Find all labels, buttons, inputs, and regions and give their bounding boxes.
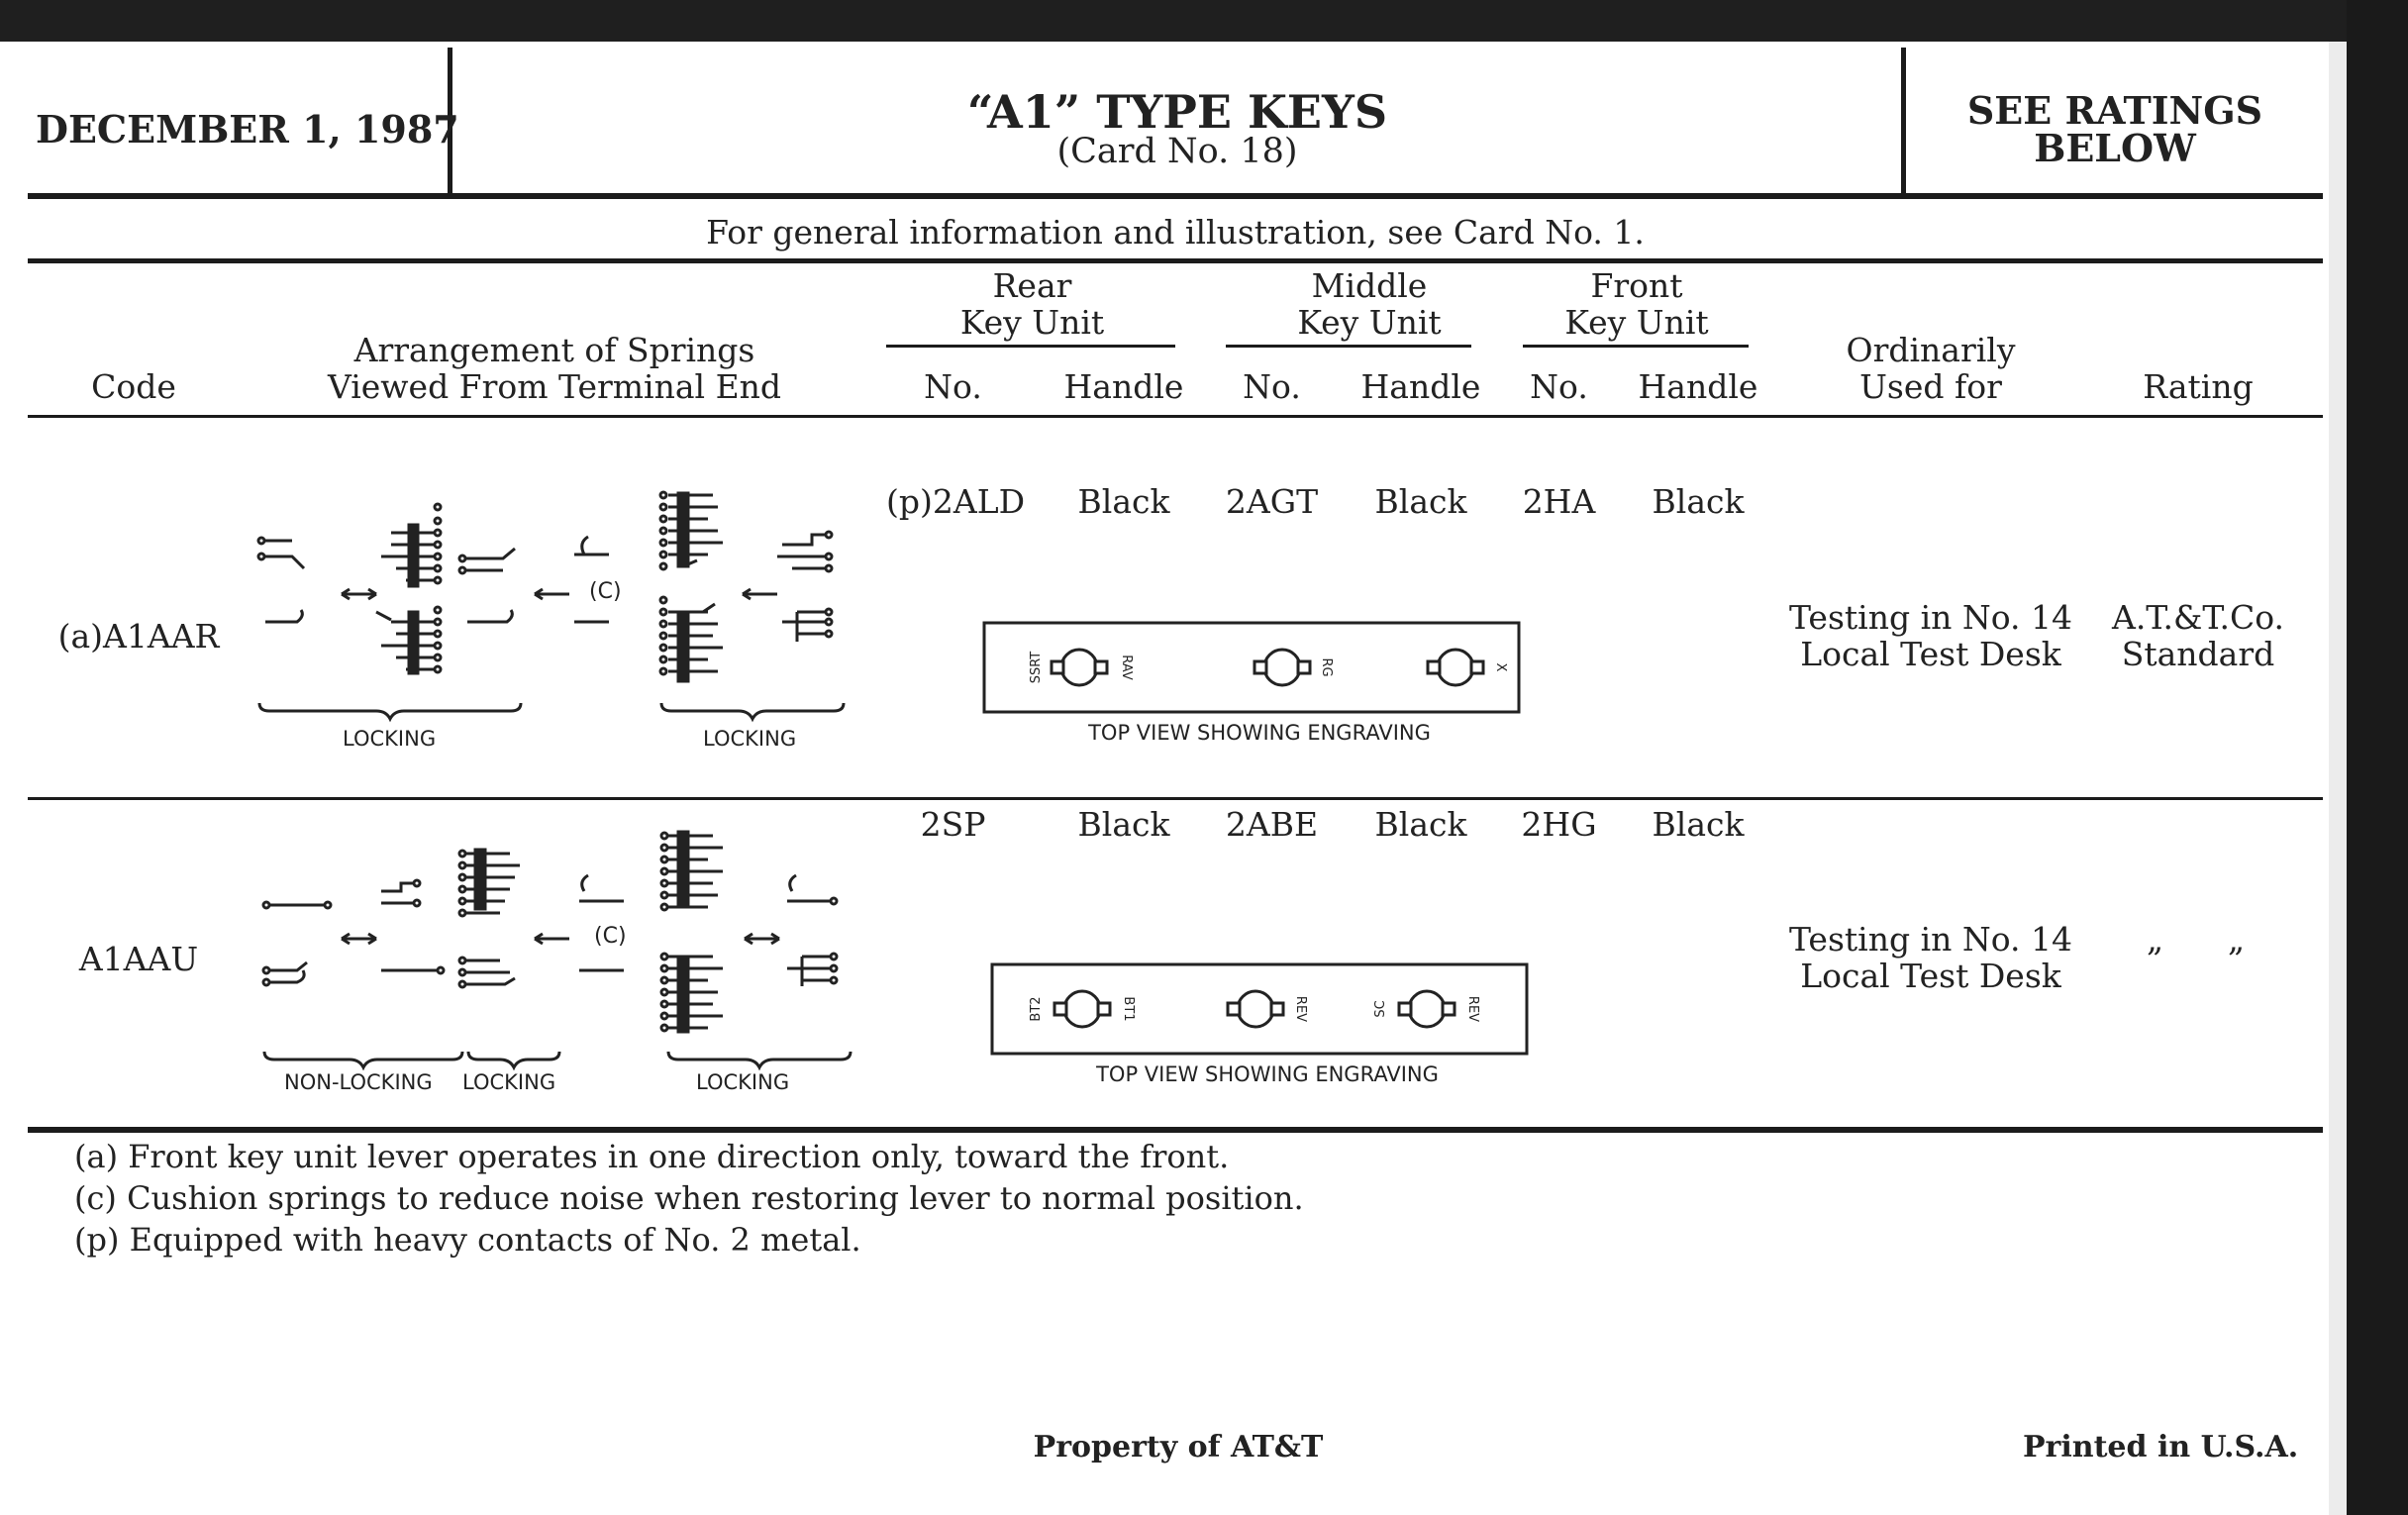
- row1-front-handle: Black: [1652, 482, 1745, 521]
- row2-group-label-2: LOCKING: [462, 1070, 556, 1094]
- row2-spring-diagram: [252, 822, 871, 1099]
- row1-engraving-ssrt: SSRT: [1029, 651, 1044, 684]
- row1-group-label-2: LOCKING: [703, 727, 797, 751]
- row2-engraving-bt1: BT1: [1121, 996, 1136, 1022]
- col-used-line1: Ordinarily: [1846, 331, 2016, 369]
- col-code: Code: [91, 367, 176, 406]
- row2-cushion-label: (C): [594, 924, 627, 949]
- row1-front-no: 2HA: [1522, 482, 1596, 521]
- row1-top-view-caption: TOP VIEW SHOWING ENGRAVING: [1088, 721, 1431, 745]
- row1-rear-handle: Black: [1077, 482, 1170, 521]
- footer-property: Property of AT&T: [1033, 1430, 1324, 1464]
- row1-code: (a)A1AAR: [57, 617, 220, 656]
- row2-middle-no: 2ABE: [1225, 805, 1319, 844]
- row1-middle-handle: Black: [1374, 482, 1467, 521]
- row2-middle-handle: Black: [1374, 805, 1467, 844]
- row-separator: [28, 797, 2323, 800]
- row1-top-view: [980, 619, 1535, 748]
- table-bottom-rule: [28, 1127, 2323, 1133]
- col-arrangement-line1: Arrangement of Springs: [353, 331, 755, 369]
- row2-top-view: [988, 960, 1543, 1089]
- col-rear-no: No.: [924, 367, 982, 406]
- row1-cushion-label: (C): [589, 579, 622, 604]
- col-front-handle: Handle: [1638, 367, 1758, 406]
- row2-group-label-3: LOCKING: [696, 1070, 790, 1094]
- row1-rating-line2: Standard: [2121, 635, 2275, 673]
- row1-spring-diagram: [248, 473, 871, 751]
- col-rating: Rating: [2143, 367, 2254, 406]
- footer-printed: Printed in U.S.A.: [2023, 1430, 2299, 1464]
- col-rear-handle: Handle: [1063, 367, 1184, 406]
- info-rule: [28, 258, 2323, 263]
- row2-used-line2: Local Test Desk: [1800, 957, 2061, 995]
- front-underline: [1523, 345, 1749, 348]
- row2-rear-handle: Black: [1077, 805, 1170, 844]
- row2-engraving-sc: SC: [1373, 1000, 1388, 1018]
- row2-engraving-bt2: BT2: [1029, 996, 1044, 1022]
- row2-group-label-1: NON-LOCKING: [284, 1070, 433, 1094]
- col-front-line2: Key Unit: [1564, 303, 1709, 342]
- row2-used-line1: Testing in No. 14: [1788, 920, 2073, 959]
- column-header-rule: [28, 415, 2323, 418]
- col-arrangement-line2: Viewed From Terminal End: [327, 367, 782, 406]
- header-rule: [28, 193, 2323, 199]
- page-edge: [2329, 42, 2347, 1515]
- col-front-no: No.: [1530, 367, 1588, 406]
- ratings-note-line2: BELOW: [2034, 126, 2196, 170]
- row1-rating-line1: A.T.&T.Co.: [2111, 598, 2285, 637]
- card-date: DECEMBER 1, 1987: [36, 107, 459, 152]
- middle-underline: [1226, 345, 1471, 348]
- col-used-line2: Used for: [1859, 367, 2002, 406]
- row2-top-view-caption: TOP VIEW SHOWING ENGRAVING: [1096, 1062, 1439, 1086]
- header-divider-right: [1901, 48, 1906, 196]
- row1-group-label-1: LOCKING: [343, 727, 437, 751]
- row2-engraving-rev-2: REV: [1465, 995, 1480, 1023]
- row1-used-line2: Local Test Desk: [1800, 635, 2061, 673]
- note-p: (p) Equipped with heavy contacts of No. 2 metal.: [74, 1221, 861, 1259]
- row1-engraving-rav: RAV: [1119, 655, 1134, 680]
- row1-rear-no: (p)2ALD: [886, 482, 1026, 521]
- row1-used-line1: Testing in No. 14: [1788, 598, 2073, 637]
- col-rear-line2: Key Unit: [959, 303, 1105, 342]
- ratings-note-line1: SEE RATINGS: [1966, 88, 2263, 133]
- row2-code: A1AAU: [78, 940, 199, 978]
- row2-front-no: 2HG: [1521, 805, 1597, 844]
- scan-border-top: [0, 0, 2408, 42]
- row1-engraving-rg: RG: [1319, 657, 1334, 677]
- col-front-line1: Front: [1590, 266, 1683, 305]
- col-middle-line1: Middle: [1311, 266, 1428, 305]
- row1-engraving-x: X: [1493, 662, 1508, 672]
- note-c: (c) Cushion springs to reduce noise when restoring lever to normal position.: [74, 1179, 1304, 1217]
- card-subtitle: (Card No. 18): [1056, 132, 1298, 171]
- general-info: For general information and illustration, see Card No. 1.: [706, 213, 1645, 252]
- row2-rating-ditto-2: „: [2228, 920, 2246, 959]
- col-middle-no: No.: [1243, 367, 1301, 406]
- card-title: “A1” TYPE KEYS: [966, 85, 1388, 139]
- col-rear-line1: Rear: [992, 266, 1072, 305]
- col-middle-handle: Handle: [1360, 367, 1481, 406]
- row2-rating-ditto-1: „: [2147, 920, 2164, 959]
- note-a: (a) Front key unit lever operates in one direction only, toward the front.: [74, 1138, 1230, 1175]
- row2-front-handle: Black: [1652, 805, 1745, 844]
- row2-rear-no: 2SP: [920, 805, 986, 844]
- col-middle-line2: Key Unit: [1297, 303, 1442, 342]
- row1-middle-no: 2AGT: [1225, 482, 1319, 521]
- row2-engraving-rev: REV: [1293, 995, 1308, 1023]
- rear-underline: [886, 345, 1175, 348]
- scan-border-right: [2347, 0, 2408, 1515]
